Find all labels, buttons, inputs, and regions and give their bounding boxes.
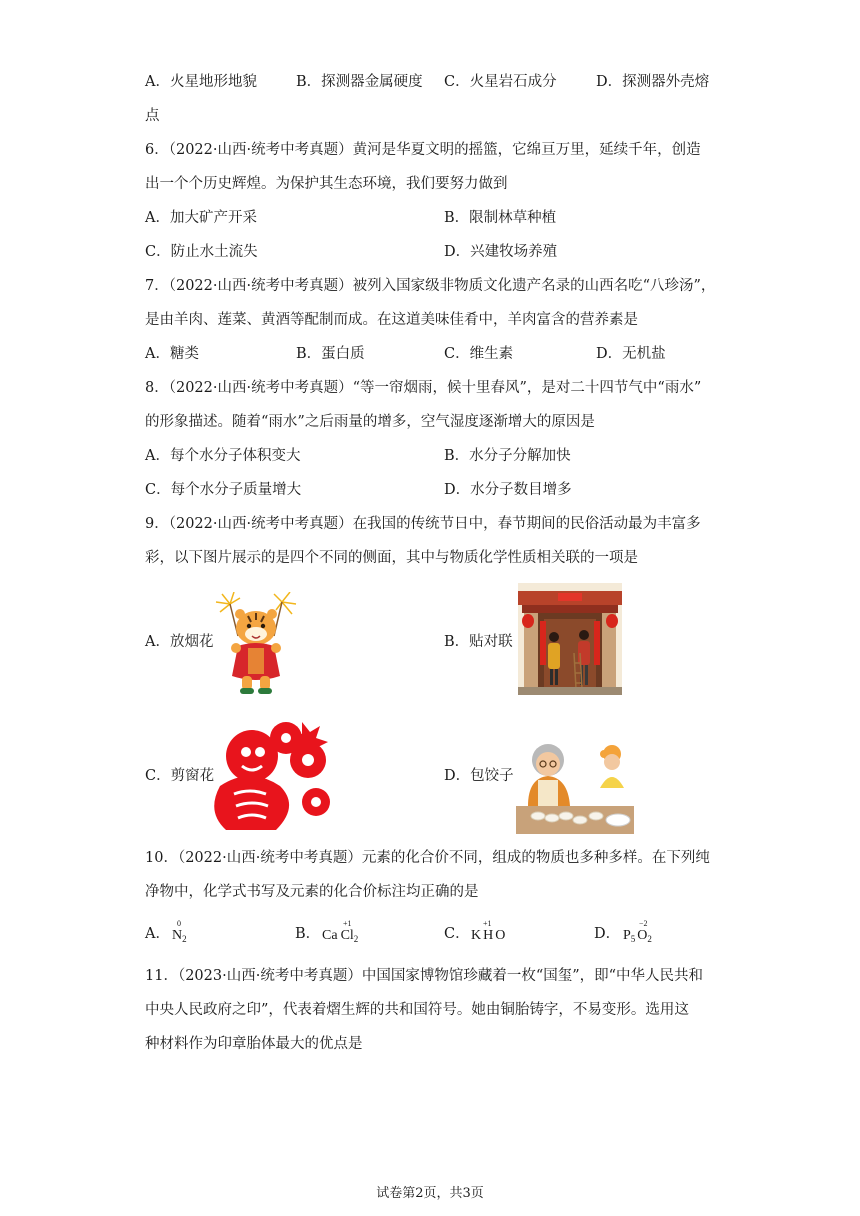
subscript: 2 — [353, 934, 359, 944]
q9-option-d[interactable]: D．包饺子 — [444, 768, 514, 784]
q8-option-d[interactable]: D．水分子数目增多 — [444, 482, 572, 498]
q5-option-a[interactable]: A．火星地形地貌 — [145, 74, 257, 90]
q10-formula-c — [471, 919, 506, 944]
q10-stem-line2: 净物中，化学式书写及元素的化合价标注均正确的是 — [145, 884, 479, 900]
element-symbol: P — [623, 928, 631, 943]
q6-option-d[interactable]: D．兴建牧场养殖 — [444, 244, 558, 260]
q7-stem-line2: 是由羊肉、莲菜、黄酒等配制而成。在这道美味佳肴中，羊肉富含的营养素是 — [145, 312, 638, 328]
q5-option-d[interactable]: D．探测器外壳熔 — [596, 74, 710, 90]
element-symbol: H — [483, 928, 494, 943]
q8-option-a[interactable]: A．每个水分子体积变大 — [145, 448, 301, 464]
q10-option-d[interactable] — [594, 924, 620, 944]
q9-stem-line2: 彩，以下图片展示的是四个不同的侧面，其中与物质化学性质相关联的一项是 — [145, 550, 638, 566]
element-symbol: K — [471, 928, 482, 943]
dumplings-grandma-image — [516, 740, 634, 834]
q8-stem-line1: 8．（2022·山西·统考中考真题）“等一帘烟雨，候十里春风”，是对二十四节气中“雨水” — [145, 380, 702, 396]
q9-stem-line1: 9．（2022·山西·统考中考真题）在我国的传统节日中，春节期间的民俗活动最为丰富多 — [145, 516, 701, 532]
valence-mark: +1 — [343, 919, 352, 928]
q10-option-a[interactable] — [145, 924, 170, 944]
subscript: 2 — [182, 934, 187, 944]
q7-option-c[interactable]: C．维生素 — [444, 346, 514, 362]
q7-stem-line1: 7．（2022·山西·统考中考真题）被列入国家级非物质文化遗产名录的山西名吃“八珍汤”， — [145, 278, 716, 294]
element-symbol: N — [172, 928, 183, 943]
couplets-door-image — [518, 583, 622, 695]
q10-option-b[interactable] — [295, 924, 320, 944]
element-symbol: O — [495, 928, 506, 943]
q9-option-c[interactable]: C．剪窗花 — [145, 768, 215, 784]
valence-mark: +1 — [483, 919, 492, 928]
q8-option-c[interactable]: C．每个水分子质量增大 — [145, 482, 302, 498]
q6-option-b[interactable]: B．限制林草种植 — [444, 210, 557, 226]
valence-mark: −2 — [639, 919, 648, 928]
q10-option-d-label: D． — [594, 926, 621, 942]
q7-option-a[interactable]: A．糖类 — [145, 346, 199, 362]
q6-stem-line2: 出一个个历史辉煌。为保护其生态环境，我们要努力做到 — [145, 176, 508, 192]
q9-option-b[interactable]: B．贴对联 — [444, 634, 513, 650]
q6-option-a[interactable]: A．加大矿产开采 — [145, 210, 257, 226]
q8-stem-line2: 的形象描述。随着“雨水”之后雨量的增多，空气湿度逐渐增大的原因是 — [145, 414, 595, 430]
q7-option-b[interactable]: B．蛋白质 — [296, 346, 365, 362]
q9-option-a[interactable]: A．放烟花 — [145, 634, 214, 650]
q11-stem-line1: 11．（2023·山西·统考中考真题）中国国家博物馆珍藏着一枚“国玺”，即“中华人民共和 — [145, 968, 704, 984]
subscript: 2 — [647, 934, 652, 944]
fireworks-tiger-image — [212, 592, 298, 698]
q10-option-b-label: B． — [295, 926, 321, 942]
q10-option-c-label: C． — [444, 926, 470, 942]
valence-mark: 0 — [177, 919, 181, 928]
paper-cut-monkey-image — [212, 716, 338, 836]
q5-option-c[interactable]: C．火星岩石成分 — [444, 74, 557, 90]
subscript: 5 — [630, 934, 636, 944]
element-symbol: O — [637, 928, 648, 943]
element-symbol: Ca — [322, 928, 338, 943]
q10-formula-a — [172, 919, 187, 944]
q6-option-c[interactable]: C．防止水土流失 — [145, 244, 258, 260]
q10-formula-d — [623, 919, 652, 944]
q10-option-a-label: A． — [145, 926, 170, 942]
q11-stem-line2: 中央人民政府之印”，代表着熠生辉的共和国符号。她由铜胎铸字，不易变形。选用这 — [145, 1002, 689, 1018]
q6-stem-line1: 6．（2022·山西·统考中考真题）黄河是华夏文明的摇篮，它绵亘万里，延续千年，创造 — [145, 142, 701, 158]
element-symbol: Cl — [340, 928, 354, 943]
q5-option-d-wrap: 点 — [145, 108, 160, 124]
q5-option-b[interactable]: B．探测器金属硬度 — [296, 74, 423, 90]
q11-stem-line3: 种材料作为印章胎体最大的优点是 — [145, 1036, 363, 1052]
page-footer: 试卷第2页，共3页 — [376, 1186, 484, 1201]
q7-option-d[interactable]: D．无机盐 — [596, 346, 666, 362]
q10-stem-line1: 10．（2022·山西·统考中考真题）元素的化合价不同，组成的物质也多种多样。在下列纯 — [145, 850, 710, 866]
q10-option-c[interactable] — [444, 924, 470, 944]
q10-formula-b — [322, 919, 359, 944]
q8-option-b[interactable]: B．水分子分解加快 — [444, 448, 571, 464]
